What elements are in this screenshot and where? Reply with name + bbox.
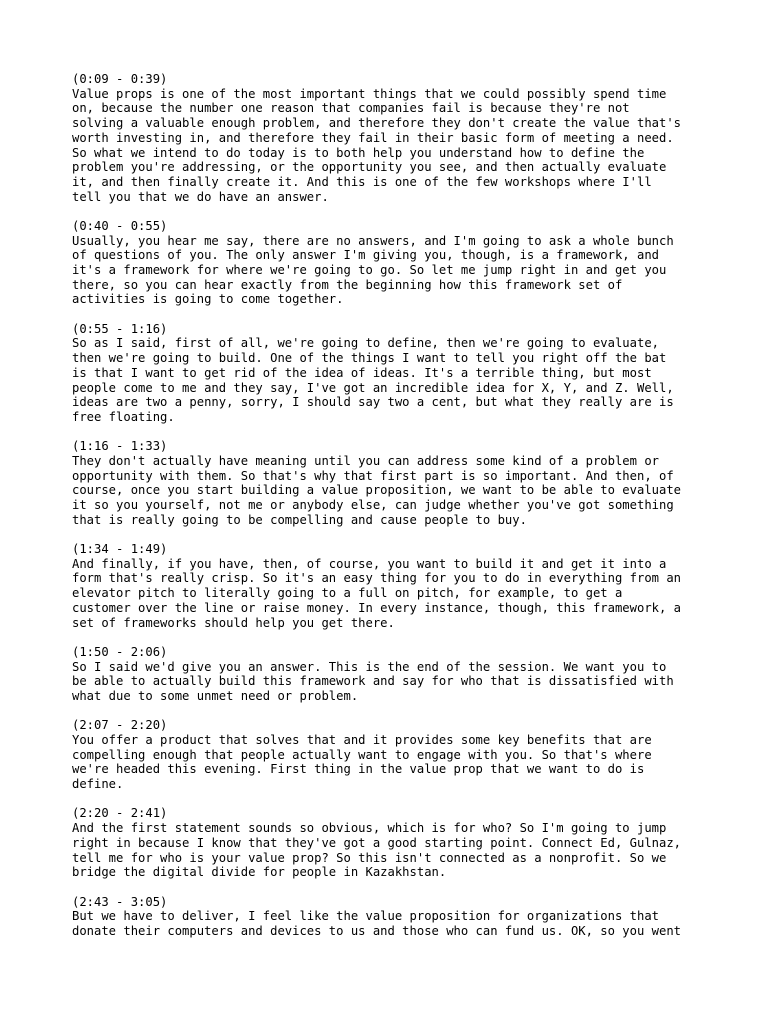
segment-timestamp: (0:40 - 0:55) [72,218,168,233]
segment-text-line: compelling enough that people actually want to engage with you. So that's where [72,747,652,762]
segment-text-line: then we're going to build. One of the things I want to tell you right off the bat [72,351,667,366]
segment-text-line: You offer a product that solves that and it provides some key benefits that are [72,732,652,747]
segment-text-line: is that I want to get rid of the idea of ideas. It's a terrible thing, but most [72,365,652,380]
segment-text-line: that is really going to be compelling and cause people to buy. [72,512,527,527]
segment-text-line: set of frameworks should help you get there. [72,615,395,630]
segment-text-line: elevator pitch to literally going to a full on pitch, for example, to get a [72,586,623,601]
segment-timestamp: (2:20 - 2:41) [72,806,168,821]
segment-text-line: activities is going to come together. [72,292,344,307]
segment-text-line: it so you yourself, not me or anybody else, can judge whether you've got something [72,498,674,513]
segment-text-line: And finally, if you have, then, of course, you want to build it and get it into a [72,556,667,571]
segment-text-line: tell you that we do have an answer. [72,189,329,204]
transcript-segment [72,806,712,880]
segment-text-line: form that's really crisp. So it's an easy thing for you to do in everything from an [72,571,682,586]
segment-text-line: But we have to deliver, I feel like the value proposition for organizations that [72,909,659,924]
segment-timestamp: (0:55 - 1:16) [72,321,168,336]
transcript-segment [72,895,712,939]
segment-text-line: And the first statement sounds so obvious, which is for who? So I'm going to jump [72,821,667,836]
segment-text-line: They don't actually have meaning until you can address some kind of a problem or [72,453,659,468]
segment-text-line: it's a framework for where we're going to go. So let me jump right in and get you [72,263,667,278]
segment-text-line: ideas are two a penny, sorry, I should say two a cent, but what they really are is [72,395,674,410]
segment-text-line: solving a valuable enough problem, and therefore they don't create the value that's [72,116,682,131]
segment-text-line: worth investing in, and therefore they fail in their basic form of meeting a need. [72,130,674,145]
segment-timestamp: (2:07 - 2:20) [72,718,168,733]
segment-text-line: tell me for who is your value prop? So this isn't connected as a nonprofit. So we [72,850,667,865]
segment-timestamp: (2:43 - 3:05) [72,894,168,909]
segment-timestamp: (1:16 - 1:33) [72,439,168,454]
segment-text-line: we're headed this evening. First thing in the value prop that we want to do is [72,762,645,777]
transcript-segment [72,439,712,527]
segment-text-line: So what we intend to do today is to both help you understand how to define the [72,145,645,160]
segment-text-line: course, once you start building a value proposition, we want to be able to evaluate [72,483,682,498]
segment-text-line: bridge the digital divide for people in Kazakhstan. [72,865,447,880]
segment-text-line: So as I said, first of all, we're going to define, then we're going to evaluate, [72,336,659,351]
transcript-segment [72,542,712,630]
segment-text-line: So I said we'd give you an answer. This is the end of the session. We want you to [72,659,667,674]
segment-text-line: customer over the line or raise money. In every instance, though, this framework, a [72,600,682,615]
segment-text-line: what due to some unmet need or problem. [72,688,359,703]
segment-text-line: Usually, you hear me say, there are no answers, and I'm going to ask a whole bunch [72,233,674,248]
segment-timestamp: (1:50 - 2:06) [72,644,168,659]
segment-text-line: problem you're addressing, or the opportunity you see, and then actually evaluate [72,160,667,175]
transcript-segment [72,718,712,792]
transcript-segment [72,645,712,704]
segment-timestamp: (1:34 - 1:49) [72,542,168,557]
segment-text-line: donate their computers and devices to us and those who can fund us. OK, so you went [72,923,682,938]
segment-text-line: be able to actually build this framework and say for who that is dissatisfied with [72,674,674,689]
segment-text-line: of questions of you. The only answer I'm giving you, though, is a framework, and [72,248,659,263]
segment-text-line: Value props is one of the most important things that we could possibly spend time [72,86,667,101]
segment-text-line: define. [72,777,124,792]
transcript-segment [72,322,712,425]
segment-text-line: there, so you can hear exactly from the beginning how this framework set of [72,277,623,292]
segment-text-line: right in because I know that they've got a good starting point. Connect Ed, Gulnaz, [72,835,682,850]
segment-text-line: opportunity with them. So that's why that first part is so important. And then, of [72,468,674,483]
transcript-segment [72,72,712,204]
segment-text-line: it, and then finally create it. And this is one of the few workshops where I'll [72,174,652,189]
transcript-document [72,72,712,953]
segment-text-line: free floating. [72,409,175,424]
segment-timestamp: (0:09 - 0:39) [72,72,168,86]
segment-text-line: people come to me and they say, I've got an incredible idea for X, Y, and Z. Well, [72,380,674,395]
segment-text-line: on, because the number one reason that companies fail is because they're not [72,101,630,116]
transcript-segment [72,219,712,307]
